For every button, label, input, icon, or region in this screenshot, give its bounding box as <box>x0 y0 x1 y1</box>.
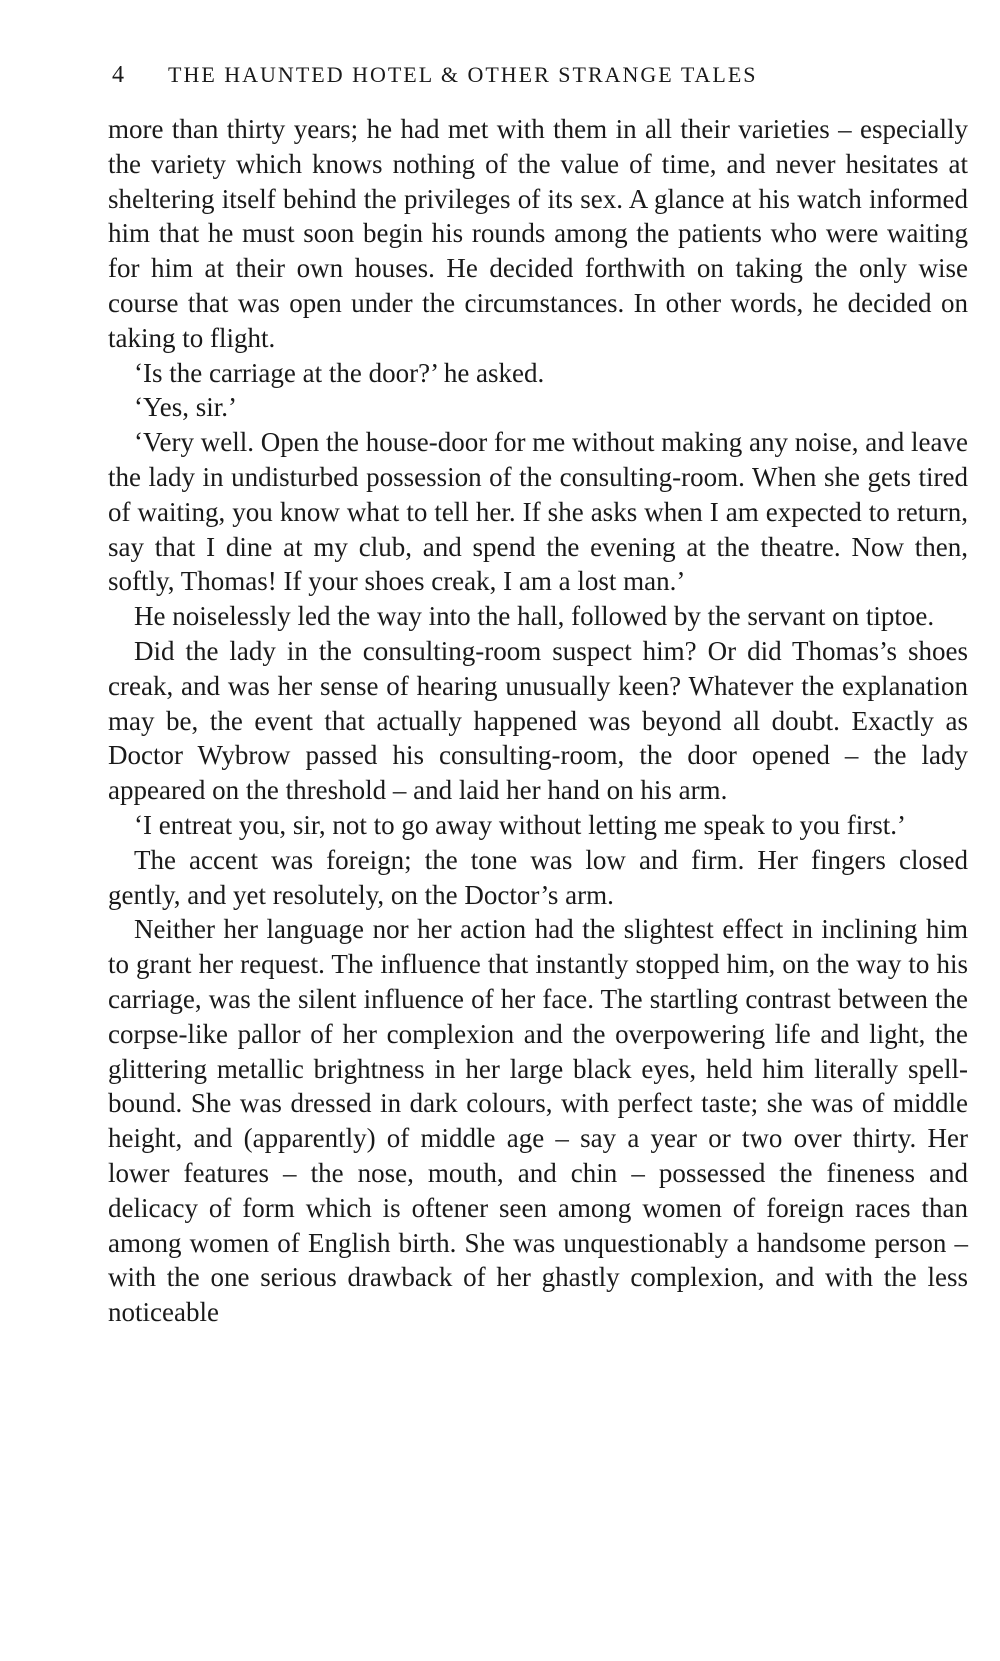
paragraph: Did the lady in the consulting-room suspect him? Or did Thomas’s shoes creak, and was her sense of hearing unusually keen? Whatever the explanation may be, the event that actually happened was beyond all doubt. Exactly as Doctor Wybrow passed his consulting-room, the door opened – the lady appeared on the threshold – and laid her hand on his arm. <box>108 635 968 806</box>
paragraph: The accent was foreign; the tone was low and firm. Her fingers closed gently, and yet resolutely, on the Doctor’s arm. <box>108 844 968 910</box>
paragraph: ‘Yes, sir.’ <box>134 392 238 423</box>
body-text <box>108 112 968 1330</box>
paragraph: He noiselessly led the way into the hall, followed by the servant on tiptoe. <box>134 601 935 632</box>
paragraph: ‘I entreat you, sir, not to go away without letting me speak to you first.’ <box>134 809 907 840</box>
paragraph-continuation: more than thirty years; he had met with them in all their varieties – especially the variety which knows nothing of the value of time, and never hesitates at sheltering itself behind the privileges of its sex. A glance at his watch informed him that he must soon begin his rounds among the patients who were waiting for him at their own houses. He decided forthwith on taking the only wise course that was open under the circumstances. In other words, he decided on taking to flight. <box>108 114 968 353</box>
book-title: THE HAUNTED HOTEL & OTHER STRANGE TALES <box>168 62 758 87</box>
page-number: 4 <box>112 62 124 88</box>
paragraph: ‘Is the carriage at the door?’ he asked. <box>134 357 545 388</box>
running-header <box>112 60 912 90</box>
paragraph: ‘Very well. Open the house-door for me without making any noise, and leave the lady in undisturbed possession of the consulting-room. When she gets tired of waiting, you know what to tell her. If she asks when I am expected to return, say that I dine at my club, and spend the evening at the theatre. Now then, softly, Thomas! If your shoes creak, I am a lost man.’ <box>108 427 968 597</box>
paragraph: Neither her language nor her action had the slightest effect in inclining him to grant her request. The influence that instantly stopped him, on the way to his carriage, was the silent influence of her face. The startling contrast between the corpse-like pallor of her complexion and the overpowering life and light, the glittering metallic brightness in her large black eyes, held him literally spell-bound. She was dressed in dark colours, with perfect taste; she was of middle height, and (apparently) of middle age – say a year or two over thirty. Her lower features – the nose, mouth, and chin – possessed the fineness and delicacy of form which is oftener seen among women of foreign races than among women of English birth. She was unquestionably a handsome person – with the one serious drawback of her ghastly complexion, and with the less noticeable <box>108 914 968 1328</box>
